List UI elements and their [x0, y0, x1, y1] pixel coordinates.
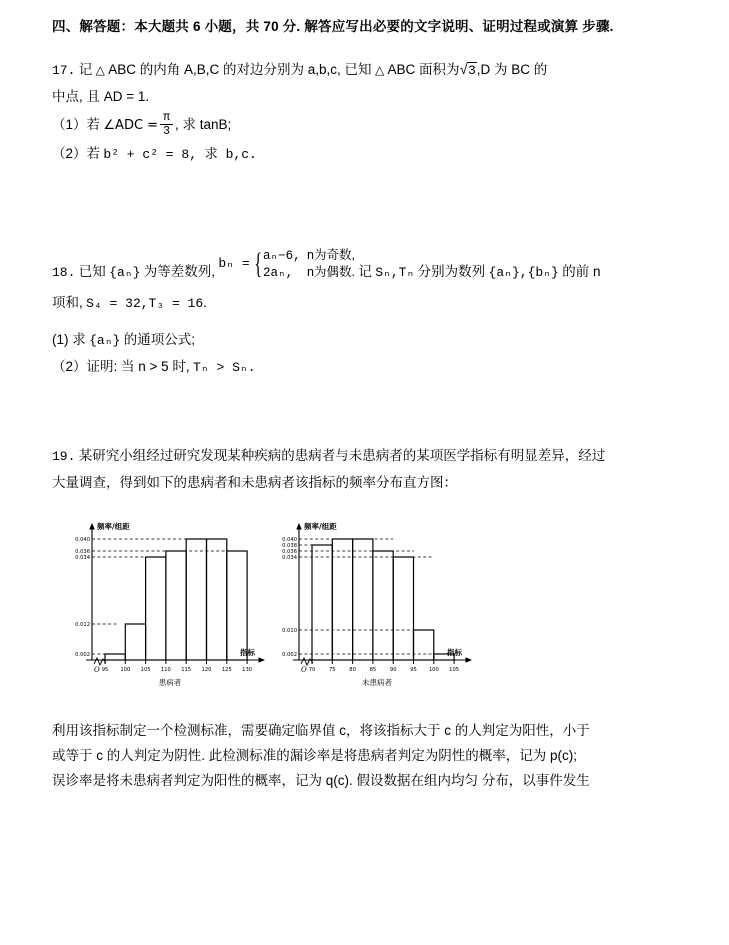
q19-stem-line1-text: 某研究小组经过研究发现某种疾病的患病者与未患病者的某项医学指标有明显差异，经过: [78, 448, 606, 463]
xtick-label-7: 105: [449, 667, 460, 673]
question-19: [52, 443, 692, 793]
ytick-label-2: 0.034: [75, 555, 90, 561]
axis-break-squiggle: [94, 658, 106, 665]
xtick-label-0: 70: [308, 667, 316, 673]
q18-line2-post: .: [203, 295, 207, 310]
q17-stem-part2: ABC 的内角 A,B,C 的对边分别为 a,b,c, 已知: [108, 62, 372, 77]
y-tick-labels: [282, 537, 298, 658]
q17-sub1-label: （1）若: [52, 117, 101, 132]
xtick-label-3: 110: [160, 667, 171, 673]
question-17-sub-1: [52, 110, 692, 141]
section-heading: 四、解答题：本大题共 6 小题，共 70 分. 解答应写出必要的文字说明、证明过程或演算 步骤.: [52, 19, 614, 34]
q17-number: 17.: [52, 63, 76, 78]
bar-95-100: [105, 654, 125, 660]
q18-sub2-text: Tₙ > Sₙ.: [193, 360, 256, 375]
x-axis-arrow: [466, 657, 473, 663]
xtick-label-1: 100: [120, 667, 131, 673]
q17-sub1-rhs: , 求 tanB;: [174, 117, 232, 132]
ytick-label-3: 0.012: [75, 622, 90, 628]
question-17-stem-line2: 中点, 且 AD = 1.: [52, 89, 150, 104]
y-axis-title: 频率/组距: [97, 522, 130, 531]
left-brace-icon: {: [253, 247, 262, 280]
q18-sub1-seq: {aₙ}: [89, 333, 121, 348]
histogram-patients-svg: [60, 514, 270, 689]
histogram-non-patients: [267, 514, 477, 689]
origin-label: O: [301, 666, 307, 674]
xtick-label-2: 80: [349, 667, 356, 673]
ytick-label-3: 0.034: [282, 555, 297, 561]
fraction-numerator: π: [163, 111, 170, 125]
bar-110-115: [166, 551, 186, 660]
question-18-stem-line2: [52, 290, 692, 317]
xtick-label-0: 95: [101, 667, 109, 673]
sqrt-radicand: 3: [467, 63, 476, 78]
q18-sums: Sₙ,Tₙ: [375, 265, 415, 281]
y-tick-labels: [75, 537, 91, 658]
xtick-label-5: 95: [410, 667, 417, 673]
xtick-label-2: 105: [140, 667, 151, 673]
q18-stem-part2: 为等差数列,: [143, 264, 216, 280]
bar-115-120: [186, 539, 206, 660]
bar-95-100: [414, 630, 434, 660]
q18-line2-math: S₄ = 32,T₃ = 16: [86, 296, 204, 311]
closing-paragraph: [52, 718, 692, 793]
xtick-label-4: 90: [389, 667, 397, 673]
ytick-label-2: 0.036: [282, 549, 297, 555]
guide-lines: [92, 539, 247, 654]
ytick-label-5: 0.002: [282, 652, 297, 658]
q18-stem-part4: 分别为数列: [417, 264, 486, 280]
x-axis-title: 指标: [240, 648, 255, 657]
bar-70-75: [312, 545, 332, 660]
xtick-label-6: 100: [428, 667, 439, 673]
q18-sub2-label: （2）证明: 当 n > 5 时,: [52, 359, 190, 374]
histogram-non-patients-svg: [267, 514, 477, 689]
q17-sub1-lhs: ∠ADC =: [103, 118, 159, 133]
q18-stem-part3: 记: [358, 264, 372, 280]
x-tick-labels: [102, 667, 252, 673]
case-1-condition: n为奇数,: [307, 248, 355, 262]
x-axis-title: 指标: [447, 648, 462, 657]
triangle-icon: △: [95, 63, 105, 77]
q17-sub2-expr: b² + c² = 8, 求 b,c.: [103, 147, 257, 162]
q18-stem-part5: 的前 n: [562, 264, 601, 280]
xtick-label-4: 115: [181, 667, 192, 673]
q17-stem-part3: ABC 面积为: [387, 62, 460, 77]
ytick-label-1: 0.036: [75, 549, 90, 555]
ytick-label-1: 0.038: [282, 543, 297, 549]
xtick-label-1: 75: [328, 667, 336, 673]
y-axis-arrow: [296, 523, 302, 530]
piecewise-definition-bn: [218, 247, 355, 281]
fraction-pi-over-3: [160, 111, 173, 138]
question-19-stem-line1: [52, 443, 692, 470]
fraction-denominator: 3: [160, 124, 173, 138]
bar-105-110: [146, 557, 166, 660]
piecewise-lhs: bₙ =: [218, 256, 250, 271]
sqrt-three: √3: [459, 63, 476, 79]
bar-85-90: [373, 551, 393, 660]
question-17-sub-2: [52, 141, 692, 168]
ytick-label-4: 0.010: [282, 628, 297, 634]
case-2-value: 2aₙ,: [263, 266, 294, 280]
q18-stem-part1: 已知: [78, 264, 106, 280]
axis-break-squiggle: [301, 658, 313, 665]
y-axis-arrow: [89, 523, 95, 530]
ytick-label-0: 0.040: [282, 537, 297, 543]
guide-lines: [299, 539, 454, 654]
question-17: [52, 57, 692, 168]
x-axis-arrow: [259, 657, 266, 663]
chart-caption: 患病者: [158, 678, 182, 687]
q18-number: 18.: [52, 265, 76, 281]
closing-line-2: 或等于 c 的人判定为阴性. 此检测标准的漏诊率是将患病者判定为阴性的概率，记为 p(c);: [52, 748, 578, 763]
q17-stem-part1: 记: [78, 62, 93, 77]
q18-sub1-text: 的通项公式;: [123, 332, 195, 347]
closing-line-1: 利用该指标制定一个检测标准，需要确定临界值 c，将该指标大于 c 的人判定为阳性，小于: [52, 723, 590, 738]
bar-125-130: [227, 551, 247, 660]
q17-sub2-label: （2）若: [52, 146, 101, 161]
chart-caption: 未患病者: [362, 678, 392, 687]
x-tick-labels: [309, 667, 459, 673]
piecewise-case-1: [263, 248, 355, 262]
origin-label: O: [94, 666, 100, 674]
q18-sub1-label: (1) 求: [52, 332, 86, 347]
question-18-stem-line1: [52, 247, 692, 290]
xtick-label-6: 125: [221, 667, 232, 673]
question-18: [52, 247, 692, 381]
q18-seq-a: {aₙ}: [109, 265, 141, 281]
histogram-pair: [52, 514, 692, 704]
document-content: [52, 14, 692, 793]
question-19-stem-line2: 大量调查，得到如下的患病者和未患病者该指标的频率分布直方图：: [52, 475, 457, 490]
case-2-condition: n为偶数.: [307, 265, 355, 279]
case-1-value: aₙ−6,: [263, 249, 301, 263]
xtick-label-5: 120: [201, 667, 212, 673]
xtick-label-3: 85: [369, 667, 377, 673]
q18-line2-pre: 项和,: [52, 295, 83, 310]
question-18-sub-2: [52, 354, 692, 381]
bar-120-125: [207, 539, 227, 660]
bar-90-95: [393, 557, 413, 660]
ytick-label-4: 0.002: [75, 652, 90, 658]
q18-seq-pair: {aₙ},{bₙ}: [488, 265, 559, 281]
y-axis-title: 频率/组距: [304, 522, 337, 531]
q17-stem-part4: ,D 为 BC 的: [476, 62, 548, 77]
triangle-icon-2: △: [374, 63, 385, 77]
xtick-label-7: 130: [242, 667, 253, 673]
bar-100-105: [125, 624, 145, 660]
question-17-stem-line1: [52, 57, 692, 84]
piecewise-case-2: [263, 265, 355, 279]
histogram-patients: [60, 514, 270, 689]
q19-number: 19.: [52, 449, 76, 464]
closing-line-3: 误诊率是将未患病者判定为阳性的概率，记为 q(c). 假设数据在组内均匀 分布，以事件发生: [52, 773, 590, 788]
question-18-sub-1: [52, 327, 692, 354]
ytick-label-0: 0.040: [75, 537, 90, 543]
piecewise-cases: [263, 247, 355, 281]
